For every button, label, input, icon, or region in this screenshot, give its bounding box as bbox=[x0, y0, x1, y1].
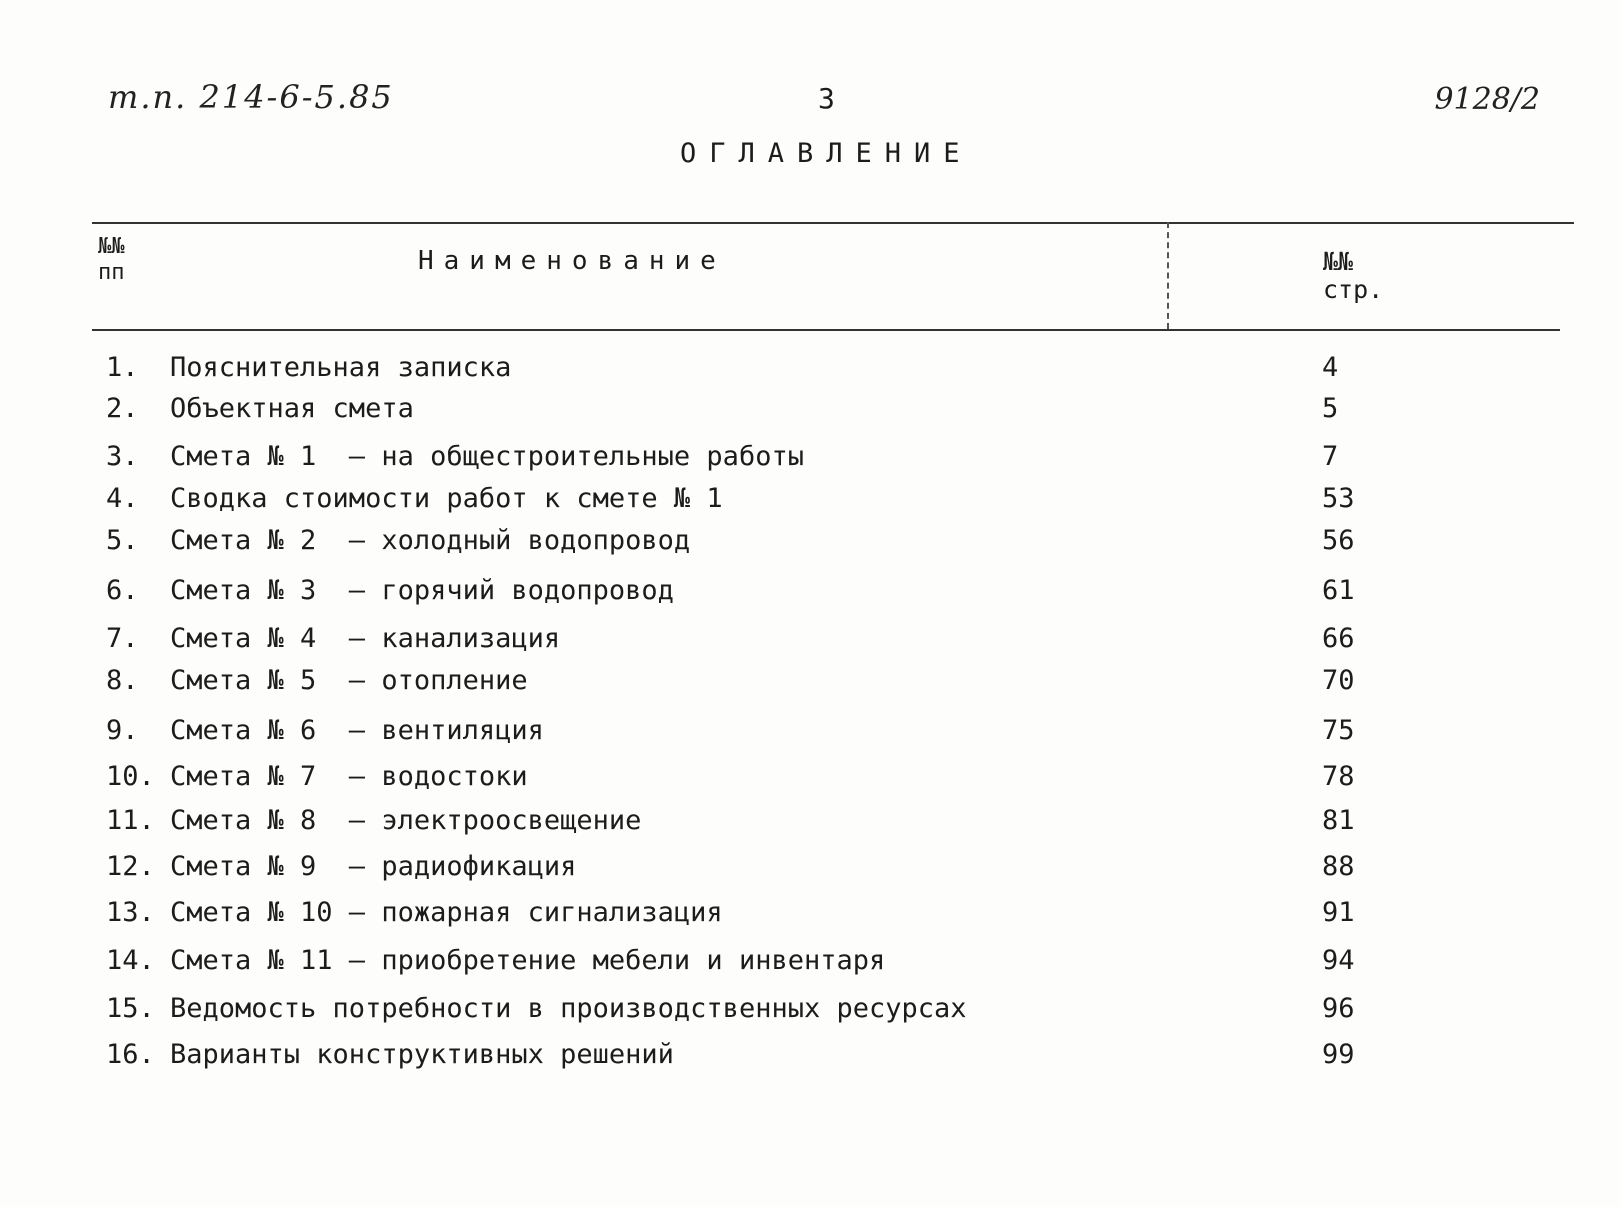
toc-row-page: 81 bbox=[1322, 805, 1355, 836]
column-header-page: №№ стр. bbox=[1323, 247, 1384, 304]
toc-row-number: 2. bbox=[106, 393, 139, 424]
toc-row-page: 96 bbox=[1322, 993, 1355, 1024]
toc-row bbox=[0, 989, 1620, 1029]
toc-row-page: 4 bbox=[1322, 352, 1339, 383]
toc-row-number: 4. bbox=[106, 483, 139, 514]
toc-row bbox=[0, 941, 1620, 981]
toc-row-page: 78 bbox=[1322, 761, 1355, 792]
toc-row-title: Объектная смета bbox=[170, 393, 414, 424]
toc-row-page: 56 bbox=[1322, 525, 1355, 556]
toc-row-number: 11. bbox=[106, 805, 155, 836]
toc-row-page: 88 bbox=[1322, 851, 1355, 882]
toc-row-page: 75 bbox=[1322, 715, 1355, 746]
toc-row-page: 61 bbox=[1322, 575, 1355, 606]
toc-row bbox=[0, 521, 1620, 561]
sheet-code: 9128/2 bbox=[1434, 82, 1540, 117]
toc-row-title: Смета № 7 – водостоки bbox=[170, 761, 528, 792]
toc-row-title: Смета № 8 – электроосвещение bbox=[170, 805, 642, 836]
toc-row-number: 9. bbox=[106, 715, 139, 746]
toc-row-page: 7 bbox=[1322, 441, 1339, 472]
toc-row bbox=[0, 711, 1620, 751]
toc-row bbox=[0, 893, 1620, 933]
toc-row bbox=[0, 757, 1620, 797]
toc-row-page: 66 bbox=[1322, 623, 1355, 654]
toc-row-page: 94 bbox=[1322, 945, 1355, 976]
toc-row bbox=[0, 437, 1620, 477]
toc-row-title: Пояснительная записка bbox=[170, 352, 512, 383]
toc-row-title: Смета № 1 – на общестроительные работы bbox=[170, 441, 804, 472]
toc-row-number: 5. bbox=[106, 525, 139, 556]
toc-row-title: Варианты конструктивных решений bbox=[170, 1039, 674, 1070]
toc-row-page: 91 bbox=[1322, 897, 1355, 928]
toc-row-number: 1. bbox=[106, 352, 139, 383]
toc-row-title: Смета № 6 – вентиляция bbox=[170, 715, 544, 746]
toc-row-title: Ведомость потребности в производственных ресурсах bbox=[170, 993, 967, 1024]
toc-row-title: Смета № 9 – радиофикация bbox=[170, 851, 577, 882]
toc-row-page: 99 bbox=[1322, 1039, 1355, 1070]
column-header-name: Наименование bbox=[418, 246, 726, 276]
toc-row-title: Смета № 4 – канализация bbox=[170, 623, 561, 654]
toc-row bbox=[0, 661, 1620, 701]
toc-row-page: 70 bbox=[1322, 665, 1355, 696]
toc-row-number: 16. bbox=[106, 1039, 155, 1070]
toc-row-title: Смета № 5 – отопление bbox=[170, 665, 528, 696]
toc-row bbox=[0, 571, 1620, 611]
toc-row-number: 7. bbox=[106, 623, 139, 654]
toc-row-number: 12. bbox=[106, 851, 155, 882]
toc-row bbox=[0, 1035, 1620, 1075]
toc-row-number: 13. bbox=[106, 897, 155, 928]
toc-row bbox=[0, 348, 1620, 388]
toc-row bbox=[0, 389, 1620, 429]
toc-row bbox=[0, 847, 1620, 887]
toc-row-number: 14. bbox=[106, 945, 155, 976]
toc-row-number: 15. bbox=[106, 993, 155, 1024]
page-number: 3 bbox=[818, 82, 835, 115]
toc-title: ОГЛАВЛЕНИЕ bbox=[680, 138, 973, 169]
toc-row-title: Смета № 2 – холодный водопровод bbox=[170, 525, 691, 556]
toc-row-number: 10. bbox=[106, 761, 155, 792]
toc-row-title: Сводка стоимости работ к смете № 1 bbox=[170, 483, 723, 514]
toc-row bbox=[0, 619, 1620, 659]
toc-row-page: 5 bbox=[1322, 393, 1339, 424]
toc-row-number: 8. bbox=[106, 665, 139, 696]
toc-row-title: Смета № 10 – пожарная сигнализация bbox=[170, 897, 723, 928]
toc-row-page: 53 bbox=[1322, 483, 1355, 514]
toc-row-title: Смета № 11 – приобретение мебели и инвентаря bbox=[170, 945, 886, 976]
column-header-number: №№ пп bbox=[98, 234, 125, 285]
document-code: т.п. 214-6-5.85 bbox=[108, 78, 394, 116]
toc-row-number: 6. bbox=[106, 575, 139, 606]
toc-row bbox=[0, 479, 1620, 519]
toc-row bbox=[0, 801, 1620, 841]
toc-row-number: 3. bbox=[106, 441, 139, 472]
toc-row-title: Смета № 3 – горячий водопровод bbox=[170, 575, 674, 606]
